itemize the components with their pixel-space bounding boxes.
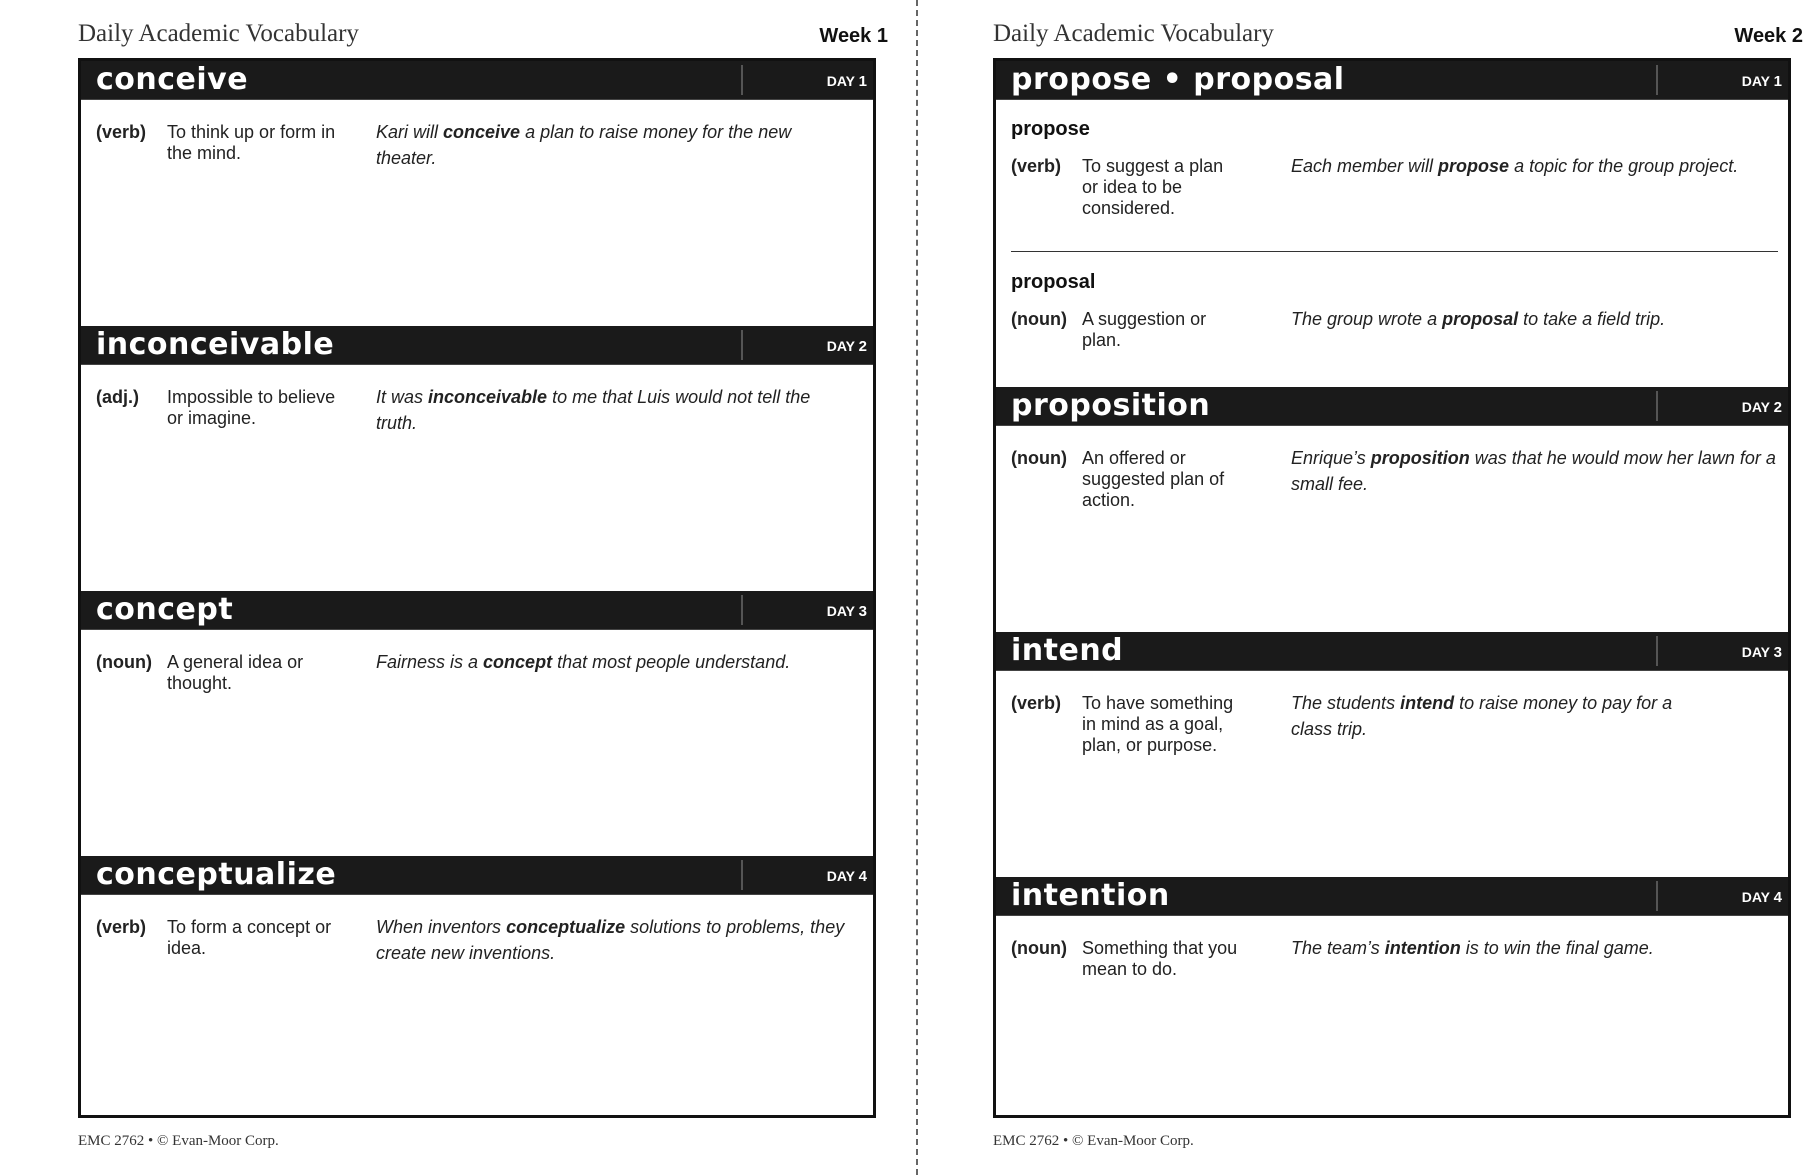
example-sentence: The team’s intention is to win the final game.: [1291, 938, 1654, 958]
day-label: DAY 2: [826, 338, 867, 355]
vocabulary-frame: [993, 58, 1791, 1118]
definition: An offered or suggested plan of action.: [1082, 448, 1225, 510]
day-label: DAY 1: [826, 73, 867, 90]
vocab-word: conceive: [96, 62, 249, 97]
vocab-card: [996, 61, 1788, 387]
word-bar: [81, 856, 873, 895]
example-sentence: Kari will conceive a plan to raise money for the new theater.: [376, 122, 792, 168]
vocabulary-frame: [78, 58, 876, 1118]
definition: To suggest a plan or idea to be considered.: [1082, 156, 1224, 218]
vocab-word: inconceivable: [96, 327, 335, 362]
example-sentence: It was inconceivable to me that Luis would not tell the truth.: [376, 387, 811, 433]
subentry-divider: [1011, 251, 1778, 252]
example-sentence: Each member will propose a topic for the group project.: [1291, 156, 1739, 176]
page-footer: EMC 2762 • © Evan-Moor Corp.: [993, 1133, 1194, 1149]
word-bar: [81, 591, 873, 630]
subentry-heading: propose: [1011, 118, 1090, 140]
day-label: DAY 3: [1741, 644, 1782, 661]
vocab-card: [81, 326, 873, 591]
definition: To think up or form in the mind.: [167, 122, 336, 163]
definition: Impossible to believe or imagine.: [167, 387, 336, 428]
word-bar: [996, 877, 1788, 916]
vocab-card: [996, 387, 1788, 632]
page-title: Daily Academic Vocabulary: [993, 20, 1274, 47]
part-of-speech: (verb): [1011, 693, 1062, 713]
word-bar: [81, 61, 873, 100]
day-label: DAY 4: [826, 868, 867, 885]
vocab-card: [81, 856, 873, 1115]
page-footer: EMC 2762 • © Evan-Moor Corp.: [78, 1133, 279, 1149]
page-title: Daily Academic Vocabulary: [78, 20, 359, 47]
vocab-word: intend: [1011, 633, 1124, 668]
day-label: DAY 2: [1741, 399, 1782, 416]
day-label: DAY 4: [1741, 889, 1782, 906]
part-of-speech: (noun): [1011, 448, 1067, 468]
subentry-heading: proposal: [1011, 271, 1096, 293]
part-of-speech: (verb): [1011, 156, 1062, 176]
day-label: DAY 1: [1741, 73, 1782, 90]
word-bar: [996, 387, 1788, 426]
week-1-page: [78, 0, 888, 1175]
part-of-speech: (noun): [96, 652, 152, 672]
vocab-card: [81, 591, 873, 856]
vocab-word: intention: [1011, 878, 1170, 913]
vocab-card: [996, 877, 1788, 1115]
definition: A general idea or thought.: [167, 652, 304, 693]
example-sentence: When inventors conceptualize solutions to problems, they create new inventions.: [376, 917, 845, 963]
example-sentence: The students intend to raise money to pay for a class trip.: [1291, 693, 1673, 739]
week-label: Week 1: [819, 25, 888, 47]
week-label: Week 2: [1734, 25, 1803, 47]
part-of-speech: (verb): [96, 122, 147, 142]
part-of-speech: (noun): [1011, 938, 1067, 958]
week-2-page: [993, 0, 1803, 1175]
day-label: DAY 3: [826, 603, 867, 620]
part-of-speech: (noun): [1011, 309, 1067, 329]
example-sentence: Fairness is a concept that most people understand.: [376, 652, 791, 672]
example-sentence: The group wrote a proposal to take a field trip.: [1291, 309, 1666, 329]
vocab-word: concept: [96, 592, 234, 627]
definition: To form a concept or idea.: [167, 917, 332, 958]
definition: A suggestion or plan.: [1082, 309, 1207, 350]
vocab-card: [81, 61, 873, 326]
word-bar: [996, 632, 1788, 671]
part-of-speech: (verb): [96, 917, 147, 937]
vocab-word: conceptualize: [96, 857, 337, 892]
part-of-speech: (adj.): [96, 387, 139, 407]
vocab-word: propose • proposal: [1011, 62, 1345, 97]
definition: Something that you mean to do.: [1082, 938, 1238, 979]
cut-line-divider: [916, 0, 918, 1175]
vocab-card: [996, 632, 1788, 877]
word-bar: [996, 61, 1788, 100]
word-bar: [81, 326, 873, 365]
example-sentence: Enrique’s proposition was that he would mow her lawn for a small fee.: [1291, 448, 1776, 494]
definition: To have something in mind as a goal, plan, or purpose.: [1082, 693, 1234, 755]
vocab-word: proposition: [1011, 388, 1211, 423]
